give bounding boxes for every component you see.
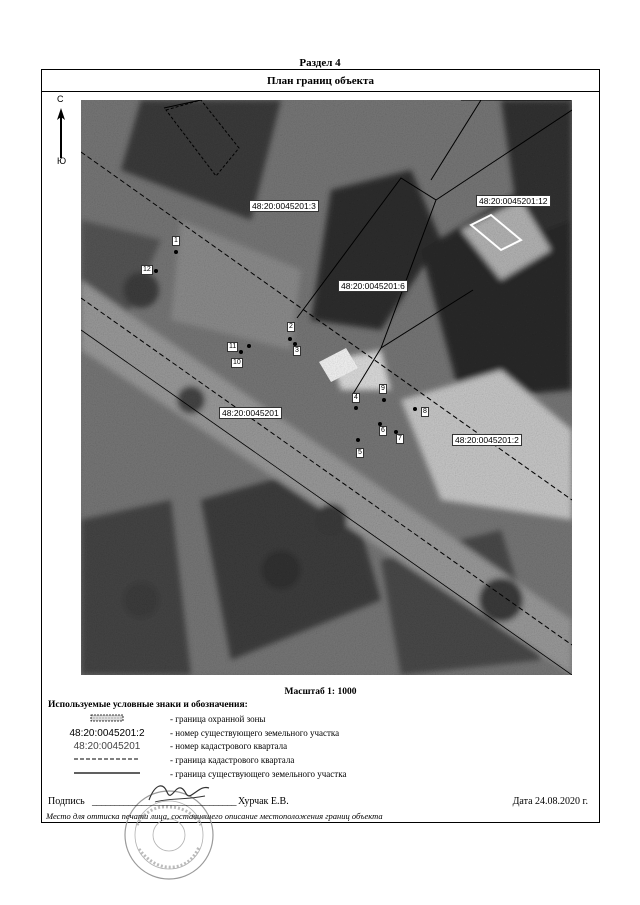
boundary-point (239, 350, 243, 354)
plan-title: План границ объекта (42, 70, 599, 92)
parcel-label: 48:20:0045201:12 (476, 195, 551, 207)
boundary-point (413, 407, 417, 411)
legend-symbol: 48:20:0045201:2 (69, 728, 145, 739)
legend-row (42, 755, 599, 767)
quarter-boundary-symbol (72, 755, 142, 763)
boundary-point (354, 406, 358, 410)
signature-date: Дата 24.08.2020 г. (512, 796, 588, 807)
parcel-label: 48:20:0045201:3 (249, 200, 319, 212)
boundary-point (382, 398, 386, 402)
compass-north: С (57, 94, 64, 104)
point-label: 12 (143, 266, 151, 273)
parcel-label: 48:20:0045201:6 (338, 280, 408, 292)
legend-text: - граница кадастрового квартала (170, 755, 295, 765)
legend-row (42, 769, 599, 781)
parcel-label: 48:20:0045201:2 (452, 434, 522, 446)
point-label: 2 (289, 323, 293, 330)
signer-name: Хурчак Е.В. (238, 796, 289, 807)
scale-label: Масштаб 1: 1000 (284, 687, 357, 697)
legend-symbol (52, 714, 162, 724)
legend-symbol (52, 755, 162, 765)
quarter-label: 48:20:0045201 (219, 407, 282, 419)
signature-label: Подпись (48, 796, 85, 807)
plan-frame (41, 69, 600, 823)
section-title: Раздел 4 (299, 57, 341, 69)
legend-title: Используемые условные знаки и обозначения: (48, 700, 248, 710)
legend-text: - граница охранной зоны (170, 714, 266, 724)
boundary-point (247, 344, 251, 348)
legend-row (42, 741, 599, 753)
north-arrow (48, 94, 74, 178)
legend-symbol: 48:20:0045201 (73, 741, 141, 752)
point-label: 6 (381, 427, 385, 434)
point-label: 11 (229, 343, 237, 350)
legend-row (42, 714, 599, 726)
legend-row (42, 728, 599, 740)
compass-south: Ю (57, 156, 67, 166)
signature-row (48, 796, 588, 810)
parcel-boundary-symbol (72, 769, 142, 777)
signature-line: ________________________________ (92, 796, 236, 807)
aerial-map (81, 100, 572, 675)
boundary-point (174, 250, 178, 254)
point-label: 8 (423, 408, 427, 415)
point-label: 9 (381, 385, 385, 392)
stamp-caption: Место для оттиска печати лица, составившего описание местоположения границ объекта (46, 811, 383, 821)
point-label: 10 (233, 359, 241, 366)
point-label: 4 (354, 394, 358, 401)
boundary-point (288, 337, 292, 341)
point-label: 3 (295, 347, 299, 354)
boundary-point (154, 269, 158, 273)
protection-zone-symbol (90, 714, 124, 722)
point-label: 5 (358, 449, 362, 456)
boundary-point (356, 438, 360, 442)
legend-text: - граница существующего земельного участка (170, 769, 347, 779)
point-label: 1 (174, 237, 178, 244)
point-label: 7 (398, 435, 402, 442)
legend-text: - номер существующего земельного участка (170, 728, 340, 738)
legend-text: - номер кадастрового квартала (170, 741, 288, 751)
